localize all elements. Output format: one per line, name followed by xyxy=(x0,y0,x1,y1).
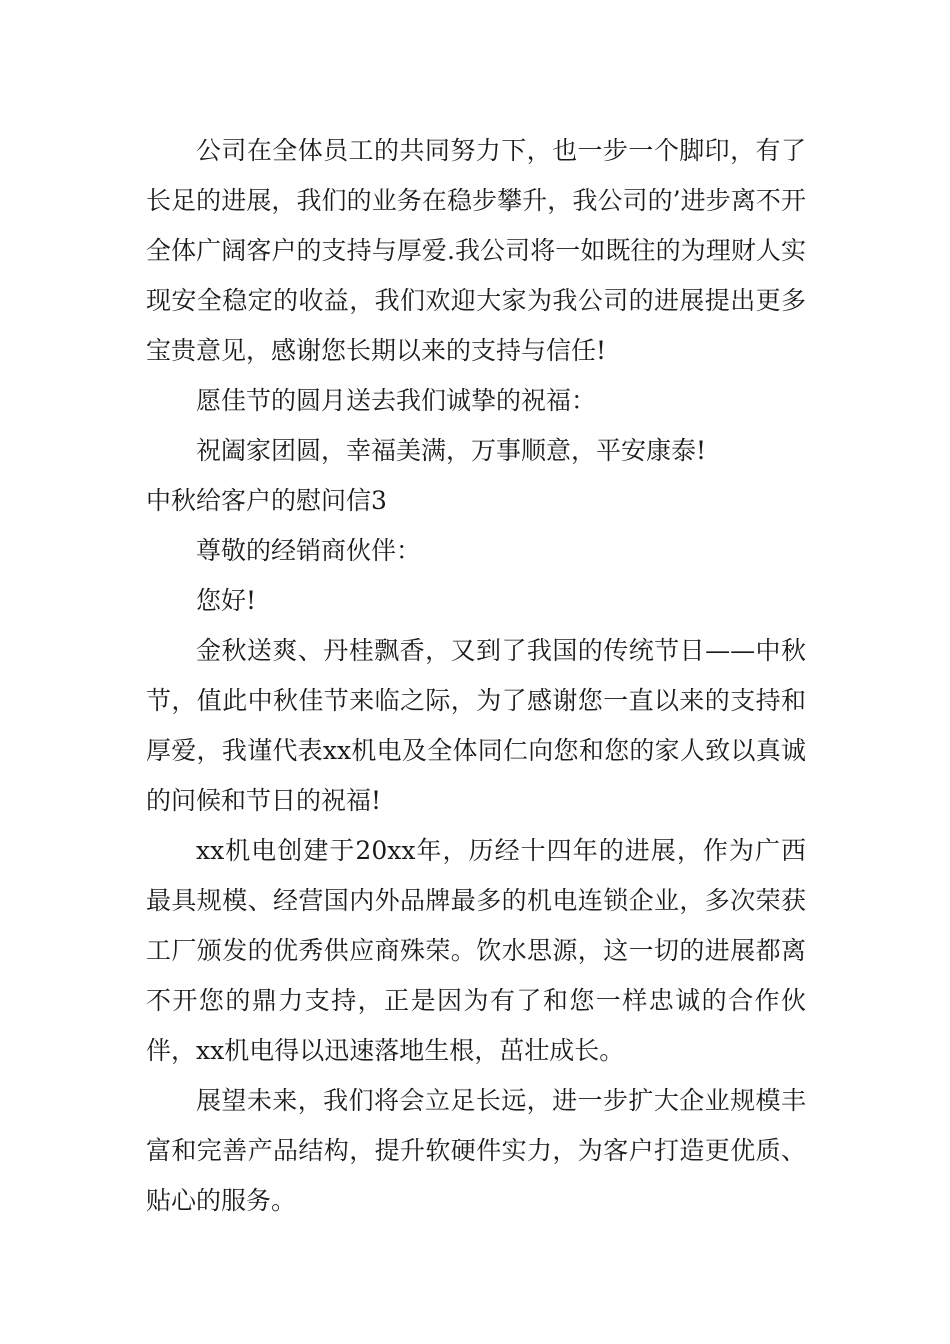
greeting: 您好! xyxy=(196,586,257,615)
paragraph-family-wishes: 祝阖家团圆，幸福美满，万事顺意，平安康泰! xyxy=(196,436,707,465)
paragraph-company-progress: 公司在全体员工的共同努力下，也一步一个脚印，有了长足的进展，我们的业务在稳步攀升，我公司的’进步离不开全体广阔客户的支持与厚爱.我公司将一如既往的为理财人实现安全稳定的收益，我们欢迎大家为我公司的进展提出更多宝贵意见，感谢您长期以来的支持与信任! xyxy=(146,136,806,365)
section-heading: 中秋给客户的慰问信3 xyxy=(146,486,387,515)
paragraph-moon-wishes: 愿佳节的圆月送去我们诚挚的祝福： xyxy=(196,386,597,415)
paragraph-festival-greeting: 金秋送爽、丹桂飘香，又到了我国的传统节日——中秋节，值此中秋佳节来临之际，为了感谢您一直以来的支持和厚爱，我谨代表xx机电及全体同仁向您和您的家人致以真诚的问候和节日的祝福! xyxy=(146,636,806,815)
paragraph-company-history: xx机电创建于20xx年，历经十四年的进展，作为广西最具规模、经营国内外品牌最多的机电连锁企业，多次荣获工厂颁发的优秀供应商殊荣。饮水思源，这一切的进展都离不开您的鼎力支持，正是因为有了和您一样忠诚的合作伙伴，xx机电得以迅速落地生根，茁壮成长。 xyxy=(146,836,806,1065)
salutation: 尊敬的经销商伙伴： xyxy=(196,536,422,565)
document-body xyxy=(146,126,806,1226)
paragraph-future-outlook: 展望未来，我们将会立足长远，进一步扩大企业规模丰富和完善产品结构，提升软硬件实力，为客户打造更优质、贴心的服务。 xyxy=(146,1086,806,1215)
